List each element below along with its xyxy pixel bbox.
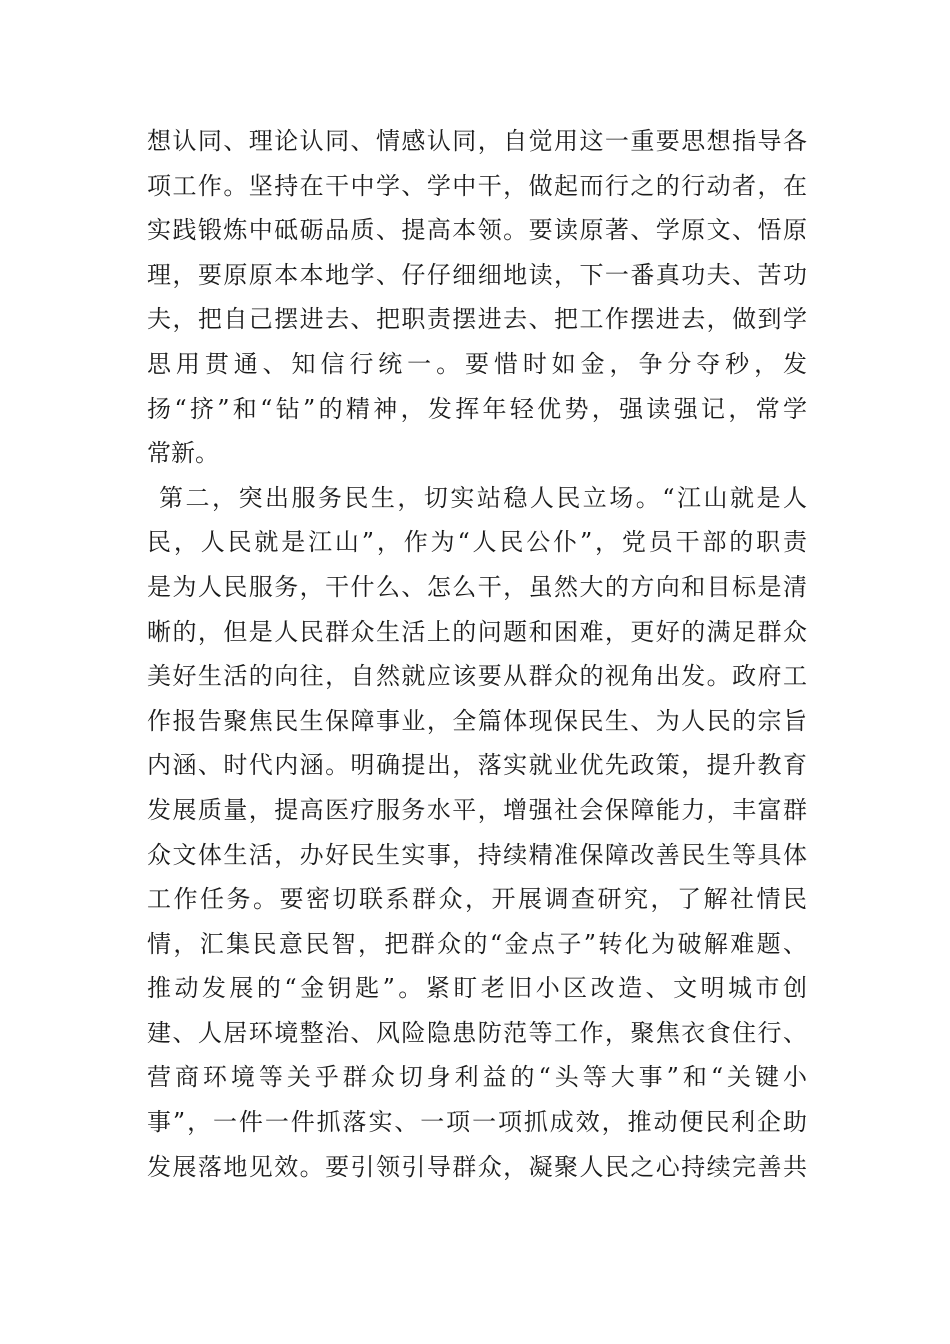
text-line: 思用贯通、知信行统一。要惜时如金，争分夺秒，发 (147, 349, 807, 378)
text-line: 实践锻炼中砥砺品质、提高本领。要读原著、学原文、悟原 (147, 216, 807, 245)
text-line: 发展落地见效。要引领引导群众，凝聚人民之心持续完善共 (147, 1152, 807, 1181)
text-line: 情，汇集民意民智，把群众的“金点子”转化为破解难题、 (147, 929, 807, 958)
text-line: 扬“挤”和“钻”的精神，发挥年轻优势，强读强记，常学 (147, 394, 807, 423)
text-line: 营商环境等关乎群众切身利益的“头等大事”和“关键小 (147, 1063, 807, 1092)
text-line: 夫，把自己摆进去、把职责摆进去、把工作摆进去，做到学 (147, 305, 807, 334)
text-line: 晰的，但是人民群众生活上的问题和困难，更好的满足群众 (147, 617, 807, 646)
text-line: 是为人民服务，干什么、怎么干，虽然大的方向和目标是清 (147, 572, 807, 601)
text-line: 常新。 (147, 439, 219, 468)
text-line: 工作任务。要密切联系群众，开展调查研究，了解社情民 (147, 885, 807, 914)
text-line: 项工作。坚持在干中学、学中干，做起而行之的行动者，在 (147, 171, 807, 200)
body-text (147, 119, 807, 1189)
text-line: 作报告聚焦民生保障事业，全篇体现保民生、为人民的宗旨 (147, 706, 807, 735)
text-line: 内涵、时代内涵。明确提出，落实就业优先政策，提升教育 (147, 751, 807, 780)
text-line: 众文体生活，办好民生实事，持续精准保障改善民生等具体 (147, 840, 807, 869)
text-line: 理，要原原本本地学、仔仔细细地读，下一番真功夫、苦功 (147, 260, 807, 289)
text-line: 民，人民就是江山”，作为“人民公仆”，党员干部的职责 (147, 528, 807, 557)
text-line: 推动发展的“金钥匙”。紧盯老旧小区改造、文明城市创 (147, 974, 807, 1003)
text-line: 发展质量，提高医疗服务水平，增强社会保障能力，丰富群 (147, 795, 807, 824)
text-line: 想认同、理论认同、情感认同，自觉用这一重要思想指导各 (147, 127, 807, 155)
section-heading-line: 第二，突出服务民生，切实站稳人民立场。“江山就是人 (159, 483, 807, 512)
text-line: 建、人居环境整治、风险隐患防范等工作，聚焦衣食住行、 (147, 1018, 807, 1047)
text-line: 美好生活的向往，自然就应该要从群众的视角出发。政府工 (147, 662, 807, 691)
text-line: 事”，一件一件抓落实、一项一项抓成效，推动便民利企助 (147, 1108, 807, 1137)
